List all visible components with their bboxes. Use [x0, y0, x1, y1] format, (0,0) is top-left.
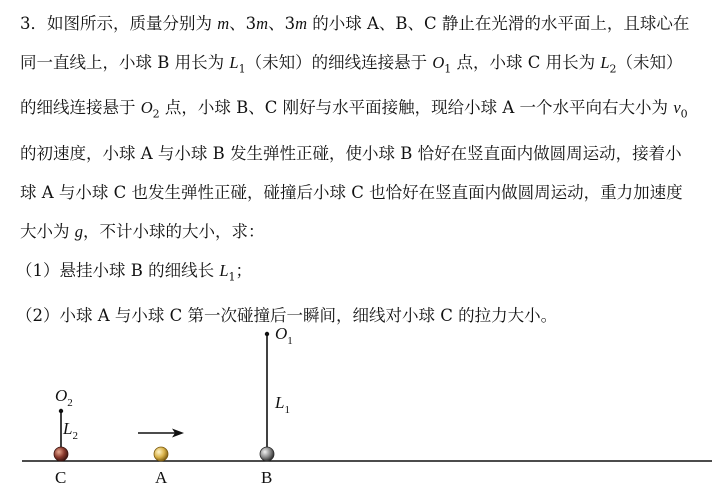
statement-line: [20, 43, 720, 88]
physics-diagram: [0, 318, 728, 491]
ball-b: [260, 447, 274, 461]
math-variable: m: [217, 14, 230, 33]
subscript: 1: [444, 62, 452, 76]
text-run: 的初速度，小球 A 与小球 B 发生弹性正碰，使小球 B 恰好在竖直面内做圆周运动，接着小: [20, 143, 682, 163]
ball-c: [54, 447, 68, 461]
subscript: 1: [238, 62, 246, 76]
statement-line: [20, 212, 720, 251]
text-run: 大小为: [20, 221, 75, 241]
statement-line: [20, 134, 720, 173]
subscript: 0: [680, 107, 688, 121]
text-run: ；: [235, 260, 253, 280]
text-run: （1）悬挂小球 B 的细线长: [16, 260, 220, 280]
math-variable: L: [229, 53, 239, 72]
text-run: （未知）: [616, 53, 683, 72]
subscript: 2: [609, 62, 617, 76]
text-run: ，不计小球的大小，求：: [83, 221, 265, 241]
text-run: 点，小球 B、C 刚好与水平面接触，现给小球 A 一个水平向右大小为: [159, 98, 674, 118]
subscript: 2: [152, 107, 160, 121]
text-run: 的细线连接悬于: [20, 98, 141, 118]
label-o1: $O_1$: [275, 324, 293, 347]
label-ball-b: B: [261, 468, 273, 487]
subscript: 1: [228, 269, 236, 283]
text-run: （2）小球 A 与小球 C 第一次碰撞后一瞬间，细线对小球 C 的拉力大小。: [16, 305, 558, 325]
math-variable: O: [140, 98, 153, 118]
ball-a: [154, 447, 168, 461]
text-run: 如图所示，质量分别为: [47, 14, 218, 33]
statement-line: [20, 88, 720, 133]
math-variable: m: [256, 14, 269, 33]
question-line: [16, 251, 720, 296]
label-ball-a: A: [155, 468, 168, 487]
math-variable: L: [219, 260, 229, 280]
statement-line: [20, 173, 720, 212]
label-l1: $L_1$: [275, 393, 290, 416]
problem-text: [16, 4, 720, 335]
text-run: 的小球 A、B、C 静止在光滑的水平面上，且球心在: [307, 14, 690, 33]
diagram-svg: [0, 318, 728, 491]
math-variable: g: [74, 221, 83, 241]
text-run: 、3: [268, 14, 296, 33]
math-variable: O: [432, 53, 445, 72]
label-o2: $O_2$: [55, 386, 73, 409]
text-run: 球 A 与小球 C 也发生弹性正碰，碰撞后小球 C 也恰好在竖直面内做圆周运动，重力加速度: [20, 182, 683, 202]
text-run: 同一直线上，小球 B 用长为: [20, 53, 230, 72]
problem-statement: [20, 4, 720, 251]
label-l2: $L_2$: [63, 419, 78, 442]
label-ball-c: C: [55, 468, 67, 487]
statement-line: [20, 4, 720, 43]
text-run: 点，小球 C 用长为: [451, 53, 601, 72]
math-variable: v: [673, 98, 681, 118]
text-run: （未知）的细线连接悬于: [245, 53, 433, 72]
math-variable: m: [295, 14, 308, 33]
text-run: 、3: [229, 14, 257, 33]
problem-number: 3．: [20, 14, 47, 33]
math-variable: L: [600, 53, 610, 72]
